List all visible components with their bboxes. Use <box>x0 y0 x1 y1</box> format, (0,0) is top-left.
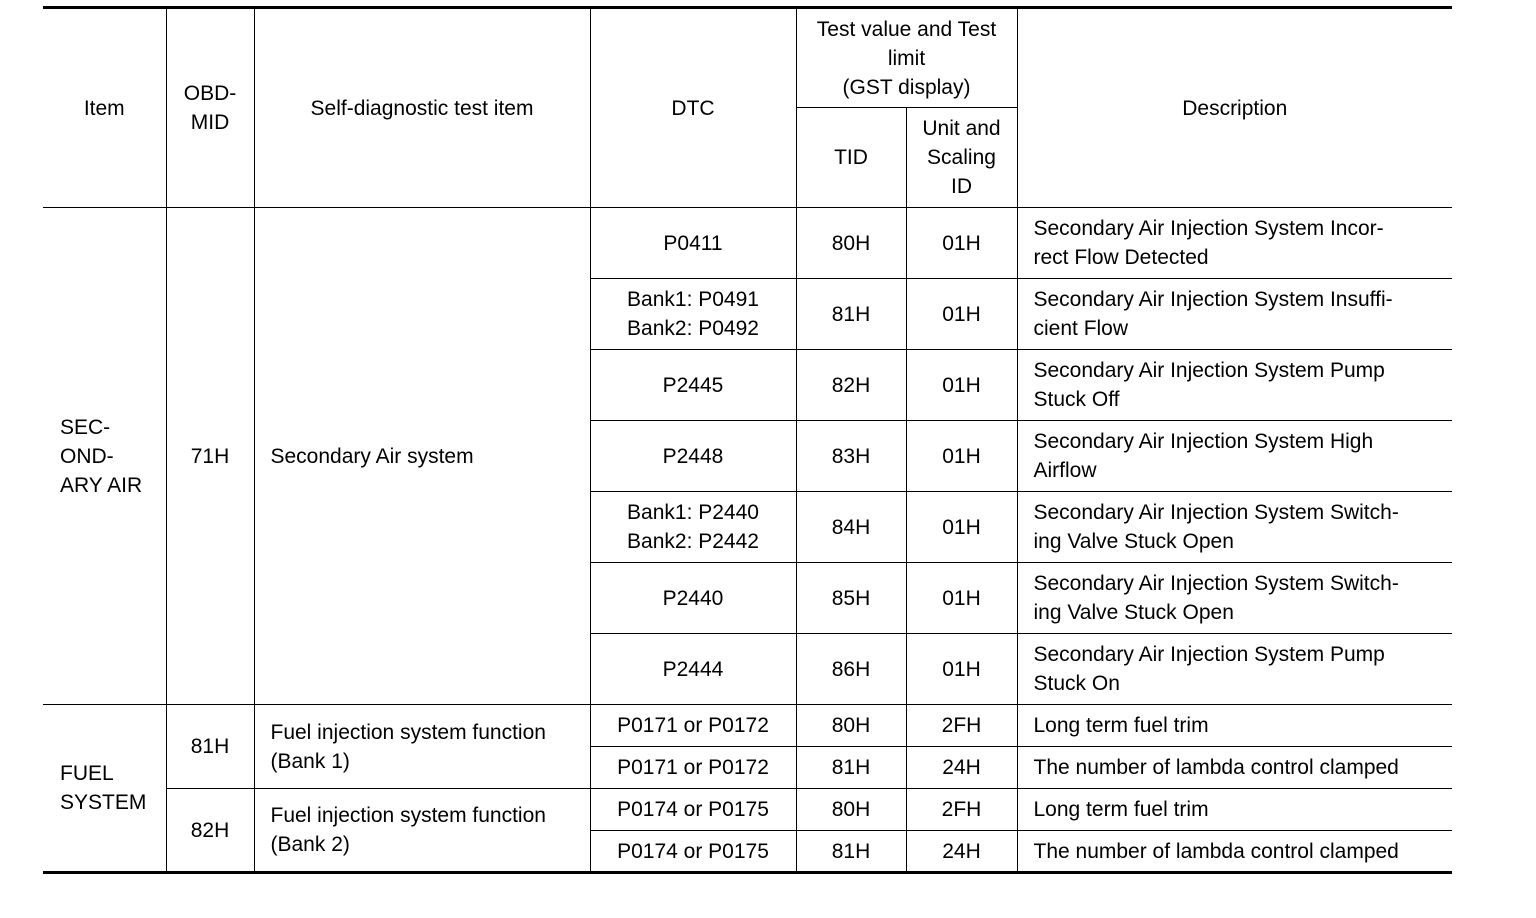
header-dtc: DTC <box>590 8 796 208</box>
tid-cell: 80H <box>796 705 906 747</box>
unit-scaling-cell: 2FH <box>906 705 1017 747</box>
header-tid: TID <box>796 108 906 208</box>
tid-cell: 83H <box>796 421 906 492</box>
description-cell: Secondary Air Injection System Pump Stuck On <box>1017 634 1452 705</box>
tid-cell: 80H <box>796 789 906 831</box>
unit-scaling-cell: 24H <box>906 831 1017 873</box>
table-row <box>43 789 1452 831</box>
header-unit-scaling-id: Unit and Scaling ID <box>906 108 1017 208</box>
header-obd-mid: OBD- MID <box>166 8 254 208</box>
dtc-cell: P0411 <box>590 208 796 279</box>
test-item-cell: Fuel injection system function (Bank 1) <box>254 705 590 789</box>
tid-cell: 82H <box>796 350 906 421</box>
dtc-cell: P2445 <box>590 350 796 421</box>
description-cell: Secondary Air Injection System Pump Stuck Off <box>1017 350 1452 421</box>
description-cell: The number of lambda control clamped <box>1017 831 1452 873</box>
dtc-cell: P0174 or P0175 <box>590 831 796 873</box>
description-cell: Long term fuel trim <box>1017 789 1452 831</box>
unit-scaling-cell: 01H <box>906 563 1017 634</box>
obd-mid-cell: 71H <box>166 208 254 705</box>
item-cell: SEC- OND- ARY AIR <box>43 208 166 705</box>
obd-mid-cell: 81H <box>166 705 254 789</box>
unit-scaling-cell: 01H <box>906 421 1017 492</box>
dtc-cell: P0171 or P0172 <box>590 747 796 789</box>
test-item-cell: Fuel injection system function (Bank 2) <box>254 789 590 873</box>
tid-cell: 84H <box>796 492 906 563</box>
tid-cell: 81H <box>796 747 906 789</box>
unit-scaling-cell: 01H <box>906 492 1017 563</box>
header-test-item: Self-diagnostic test item <box>254 8 590 208</box>
dtc-cell: Bank1: P0491 Bank2: P0492 <box>590 279 796 350</box>
description-cell: The number of lambda control clamped <box>1017 747 1452 789</box>
header-description: Description <box>1017 8 1452 208</box>
description-cell: Secondary Air Injection System Switch- ing Valve Stuck Open <box>1017 492 1452 563</box>
dtc-cell: P2448 <box>590 421 796 492</box>
unit-scaling-cell: 01H <box>906 634 1017 705</box>
table-row <box>43 705 1452 747</box>
unit-scaling-cell: 01H <box>906 350 1017 421</box>
unit-scaling-cell: 01H <box>906 279 1017 350</box>
description-cell: Secondary Air Injection System High Airflow <box>1017 421 1452 492</box>
table-body <box>43 208 1452 873</box>
header-item: Item <box>43 8 166 208</box>
unit-scaling-cell: 01H <box>906 208 1017 279</box>
description-cell: Long term fuel trim <box>1017 705 1452 747</box>
description-cell: Secondary Air Injection System Switch- ing Valve Stuck Open <box>1017 563 1452 634</box>
obd-test-table <box>43 6 1452 874</box>
dtc-cell: P0171 or P0172 <box>590 705 796 747</box>
dtc-cell: P2444 <box>590 634 796 705</box>
description-cell: Secondary Air Injection System Insuffi- cient Flow <box>1017 279 1452 350</box>
dtc-cell: P2440 <box>590 563 796 634</box>
unit-scaling-cell: 24H <box>906 747 1017 789</box>
test-item-cell: Secondary Air system <box>254 208 590 705</box>
tid-cell: 81H <box>796 279 906 350</box>
dtc-cell: P0174 or P0175 <box>590 789 796 831</box>
tid-cell: 81H <box>796 831 906 873</box>
tid-cell: 86H <box>796 634 906 705</box>
dtc-cell: Bank1: P2440 Bank2: P2442 <box>590 492 796 563</box>
unit-scaling-cell: 2FH <box>906 789 1017 831</box>
obd-mid-cell: 82H <box>166 789 254 873</box>
tid-cell: 80H <box>796 208 906 279</box>
table-row <box>43 208 1452 279</box>
item-cell: FUEL SYSTEM <box>43 705 166 873</box>
tid-cell: 85H <box>796 563 906 634</box>
description-cell: Secondary Air Injection System Incor- rect Flow Detected <box>1017 208 1452 279</box>
header-test-value: Test value and Test limit (GST display) <box>796 8 1017 108</box>
